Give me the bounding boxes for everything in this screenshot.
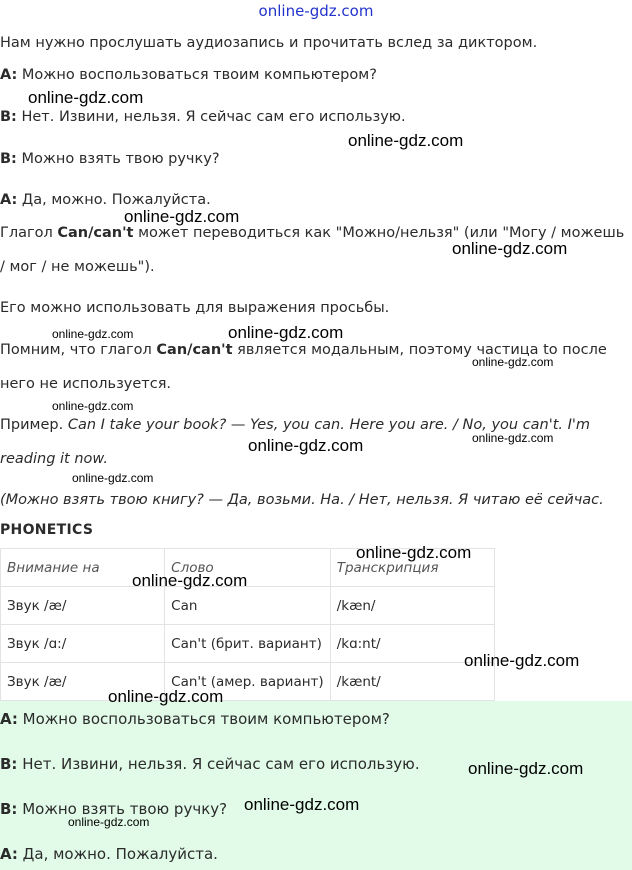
watermark: online-gdz.com (472, 431, 554, 445)
dialog-text: Да, можно. Пожалуйста. (17, 192, 211, 208)
answer-text: Да, можно. Пожалуйста. (17, 845, 218, 863)
watermark: online-gdz.com (464, 651, 580, 670)
dialog-text: Можно взять твою ручку? (16, 151, 220, 167)
answer-line-1 (0, 709, 390, 729)
verb-highlight: Can/can't (57, 225, 134, 241)
table-cell: Can't (амер. вариант) (165, 663, 331, 701)
dialog-line-2 (0, 108, 406, 126)
header-site-watermark: online-gdz.com (258, 2, 374, 20)
watermark: online-gdz.com (52, 399, 134, 413)
explanation-text: является модальным, поэтому частица to после (232, 342, 607, 358)
answer-text: Можно взять твою ручку? (17, 800, 228, 818)
watermark: online-gdz.com (248, 436, 364, 455)
explanation-text: Глагол (0, 225, 58, 241)
table-row (1, 663, 495, 701)
table-header-cell: Слово (165, 549, 331, 587)
dialog-text: Нет. Извини, нельзя. Я сейчас сам его использую. (16, 109, 406, 125)
watermark: online-gdz.com (348, 131, 464, 150)
table-cell: Can't (брит. вариант) (165, 625, 331, 663)
watermark: online-gdz.com (124, 207, 240, 226)
speaker-label: A: (0, 67, 18, 83)
table-cell: /kænt/ (330, 663, 494, 701)
dialog-text: Можно воспользоваться твоим компьютером? (17, 67, 377, 83)
table-cell: Звук /æ/ (1, 587, 165, 625)
speaker-label: B: (0, 755, 18, 773)
explanation-text: может переводиться как "Можно/нельзя" (или "Могу / можешь (133, 225, 625, 241)
table-header-cell: Внимание на (1, 549, 165, 587)
example-translation: (Можно взять твою книгу? — Да, возьми. На. / Нет, нельзя. Я читаю её сейчас. (0, 492, 604, 508)
speaker-label: A: (0, 710, 18, 728)
table-cell: Can (165, 587, 331, 625)
verb-highlight: Can/can't (156, 342, 233, 358)
example-label: Пример. (0, 417, 68, 433)
speaker-label: B: (0, 109, 17, 125)
watermark: online-gdz.com (468, 759, 584, 778)
watermark: online-gdz.com (72, 471, 154, 485)
explanation-line-2: / мог / не можешь"). (0, 259, 155, 275)
watermark: online-gdz.com (244, 795, 360, 814)
table-header-cell: Транскрипция (330, 549, 494, 587)
watermark: online-gdz.com (28, 88, 144, 107)
explanation-text: Помним, что глагол (0, 342, 157, 358)
dialog-line-3 (0, 150, 220, 168)
explanation-line-5: него не используется. (0, 376, 172, 392)
watermark: online-gdz.com (472, 355, 554, 369)
speaker-label: B: (0, 800, 18, 818)
example-english: Can I take your book? — Yes, you can. Here you are. / No, you can't. I'm (67, 417, 591, 433)
watermark: online-gdz.com (68, 815, 150, 829)
watermark: online-gdz.com (108, 687, 224, 706)
watermark: online-gdz.com (452, 239, 568, 258)
intro-text: Нам нужно прослушать аудиозапись и прочитать вслед за диктором. (0, 35, 538, 51)
table-cell: /kɑ:nt/ (330, 625, 494, 663)
table-row (1, 587, 495, 625)
phonetics-title: PHONETICS (0, 522, 94, 538)
watermark: online-gdz.com (356, 543, 472, 562)
table-cell: /kæn/ (330, 587, 494, 625)
speaker-label: B: (0, 151, 17, 167)
answer-text: Нет. Извини, нельзя. Я сейчас сам его использую. (17, 755, 420, 773)
answer-block (0, 701, 632, 870)
answer-line-4 (0, 844, 218, 864)
answer-line-2 (0, 754, 420, 774)
table-cell: Звук /æ/ (1, 663, 165, 701)
watermark: online-gdz.com (228, 323, 344, 342)
dialog-line-1 (0, 66, 377, 84)
speaker-label: A: (0, 192, 18, 208)
table-cell: Звук /ɑ:/ (1, 625, 165, 663)
watermark: online-gdz.com (132, 571, 248, 590)
explanation-line-3: Его можно использовать для выражения просьбы. (0, 300, 390, 316)
example-line-2: reading it now. (0, 451, 108, 467)
watermark: online-gdz.com (52, 327, 134, 341)
answer-text: Можно воспользоваться твоим компьютером? (17, 710, 390, 728)
phonetics-table (0, 548, 495, 701)
table-row (1, 625, 495, 663)
speaker-label: A: (0, 845, 18, 863)
